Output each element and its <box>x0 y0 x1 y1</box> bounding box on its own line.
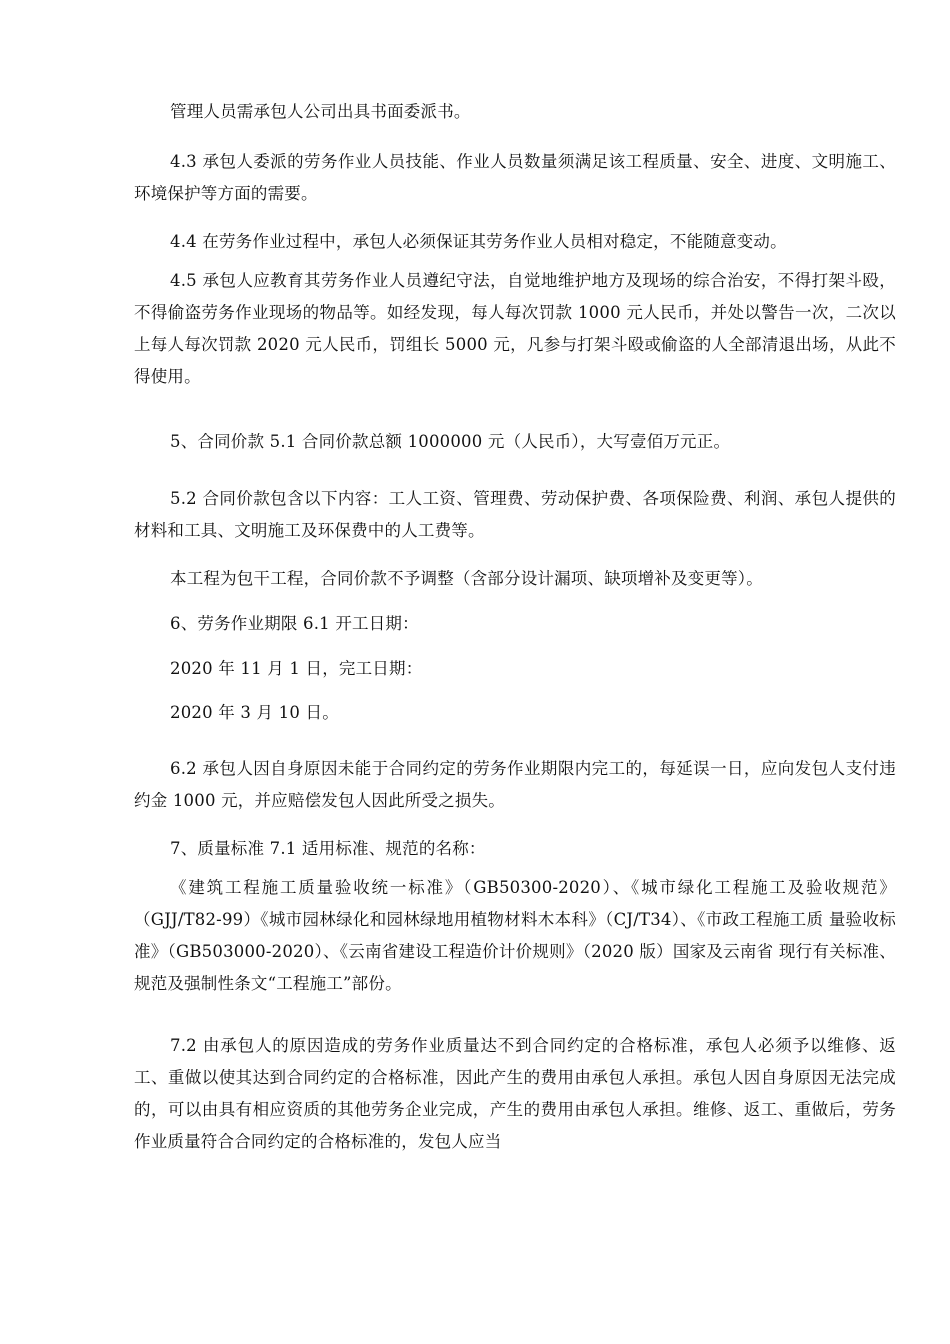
paragraph-6-1: 6、劳务作业期限 6.1 开工日期： <box>170 614 419 633</box>
paragraph-standards-list: 《建筑工程施工质量验收统一标准》（GB50300-2020）、《城市绿化工程施工及验收规范》 （GJJ/T82-99）《城市园林绿化和园林绿地用植物材料木本科》（CJ/T34）、《市政工程施工质 量验收标准》（GB503000-2020）、《云南省建设工程造价计价规则》（2020 版）国家及云南省 现行有关标准、规范及强制性条文“工程施工”部份。 <box>134 878 896 993</box>
paragraph-7-1: 7、质量标准 7.1 适用标准、规范的名称： <box>170 839 486 858</box>
paragraph-5-1: 5、合同价款 5.1 合同价款总额 1000000 元（人民币），大写壹佰万元正。 <box>170 432 731 451</box>
paragraph-start-date: 2020 年 11 月 1 日，完工日期： <box>170 659 423 678</box>
paragraph-4-4: 4.4 在劳务作业过程中，承包人必须保证其劳务作业人员相对稳定，不能随意变动。 <box>170 232 787 251</box>
paragraph-7-2: 7.2 由承包人的原因造成的劳务作业质量达不到合同约定的合格标准，承包人必须予以维修、返工、重做以使其达到合同约定的合格标准，因此产生的费用由承包人承担。承包人因自身原因无法完成的，可以由具有相应资质的其他劳务企业完成，产生的费用由承包人承担。维修、返工、重做后，劳务作业质量符合合同约定的合格标准的，发包人应当 <box>134 1036 896 1151</box>
paragraph-end-date: 2020 年 3 月 10 日。 <box>170 703 339 722</box>
paragraph-appointment-letter: 管理人员需承包人公司出具书面委派书。 <box>170 102 471 121</box>
paragraph-lump-sum: 本工程为包干工程，合同价款不予调整（含部分设计漏项、缺项增补及变更等）。 <box>170 569 763 588</box>
paragraph-4-5: 4.5 承包人应教育其劳务作业人员遵纪守法，自觉地维护地方及现场的综合治安，不得打架斗殴，不得偷盗劳务作业现场的物品等。如经发现，每人每次罚款 1000 元人民币，并处以警告一次，二次以上每人每次罚款 2020 元人民币，罚组长 5000 元，凡参与打架斗殴或偷盗的人全部清退出场，从此不得使用。 <box>134 271 896 386</box>
paragraph-6-2: 6.2 承包人因自身原因未能于合同约定的劳务作业期限内完工的，每延误一日，应向发包人支付违约金 1000 元，并应赔偿发包人因此所受之损失。 <box>134 759 896 810</box>
paragraph-5-2: 5.2 合同价款包含以下内容：工人工资、管理费、劳动保护费、各项保险费、利润、承包人提供的材料和工具、文明施工及环保费中的人工费等。 <box>134 489 896 540</box>
paragraph-4-3: 4.3 承包人委派的劳务作业人员技能、作业人员数量须满足该工程质量、安全、进度、文明施工、环境保护等方面的需要。 <box>134 152 896 203</box>
